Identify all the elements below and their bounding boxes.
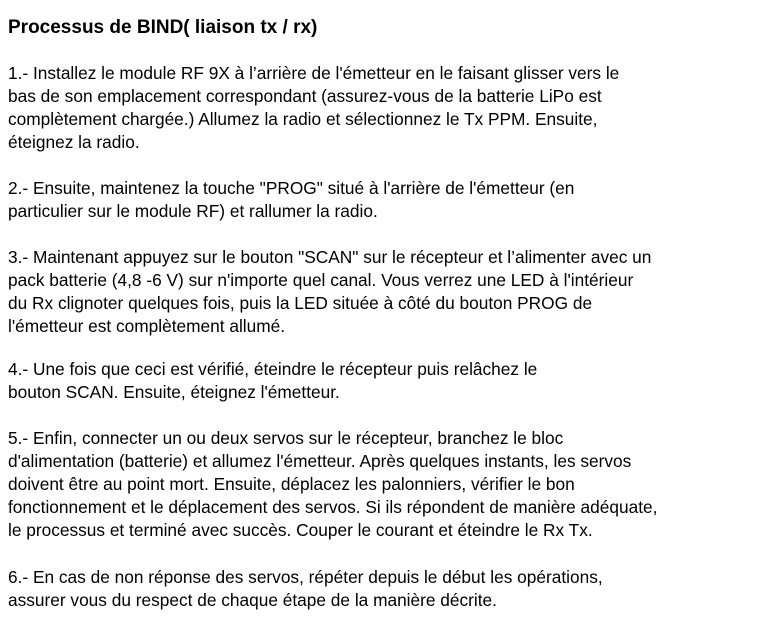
step-3-line-3: du Rx clignoter quelques fois, puis la LED située à côté du bouton PROG de: [8, 293, 593, 313]
step-3-line-4: l'émetteur est complètement allumé.: [8, 316, 286, 336]
step-1-paragraph: [8, 62, 619, 154]
step-1-line-2: bas de son emplacement correspondant (assurez-vous de la batterie LiPo est: [8, 86, 602, 106]
step-5-line-1: 5.- Enfin, connecter un ou deux servos sur le récepteur, branchez le bloc: [8, 428, 564, 448]
step-5-line-2: d'alimentation (batterie) et allumez l'émetteur. Après quelques instants, les servos: [8, 451, 632, 471]
step-2-line-1: 2.- Ensuite, maintenez la touche "PROG" situé à l'arrière de l'émetteur (en: [8, 178, 575, 198]
step-6-paragraph: [8, 566, 603, 612]
step-6-line-1: 6.- En cas de non réponse des servos, répéter depuis le début les opérations,: [8, 567, 603, 587]
document-title: Processus de BIND( liaison tx / rx): [8, 17, 318, 38]
step-5-paragraph: [8, 427, 657, 542]
step-6-line-2: assurer vous du respect de chaque étape de la manière décrite.: [8, 590, 497, 610]
step-5-line-3: doivent être au point mort. Ensuite, déplacez les palonniers, vérifier le bon: [8, 474, 575, 494]
step-5-line-5: le processus et terminé avec succès. Couper le courant et éteindre le Rx Tx.: [8, 520, 593, 540]
step-2-line-2: particulier sur le module RF) et rallumer la radio.: [8, 201, 378, 221]
step-3-line-1: 3.- Maintenant appuyez sur le bouton "SCAN" sur le récepteur et l’alimenter avec un: [8, 247, 652, 267]
step-1-line-4: éteignez la radio.: [8, 132, 140, 152]
step-1-line-3: complètement chargée.) Allumez la radio et sélectionnez le Tx PPM. Ensuite,: [8, 109, 598, 129]
step-4-line-1: 4.- Une fois que ceci est vérifié, éteindre le récepteur puis relâchez le: [8, 359, 538, 379]
step-3-line-2: pack batterie (4,8 -6 V) sur n'importe quel canal. Vous verrez une LED à l'intérieur: [8, 270, 634, 290]
step-3-paragraph: [8, 246, 651, 338]
step-5-line-4: fonctionnement et le déplacement des servos. Si ils répondent de manière adéquate,: [8, 497, 658, 517]
step-4-line-2: bouton SCAN. Ensuite, éteignez l'émetteur.: [8, 382, 340, 402]
step-4-paragraph: [8, 358, 537, 404]
step-2-paragraph: [8, 177, 574, 223]
step-1-line-1: 1.- Installez le module RF 9X à l’arrière de l'émetteur en le faisant glisser vers le: [8, 63, 620, 83]
